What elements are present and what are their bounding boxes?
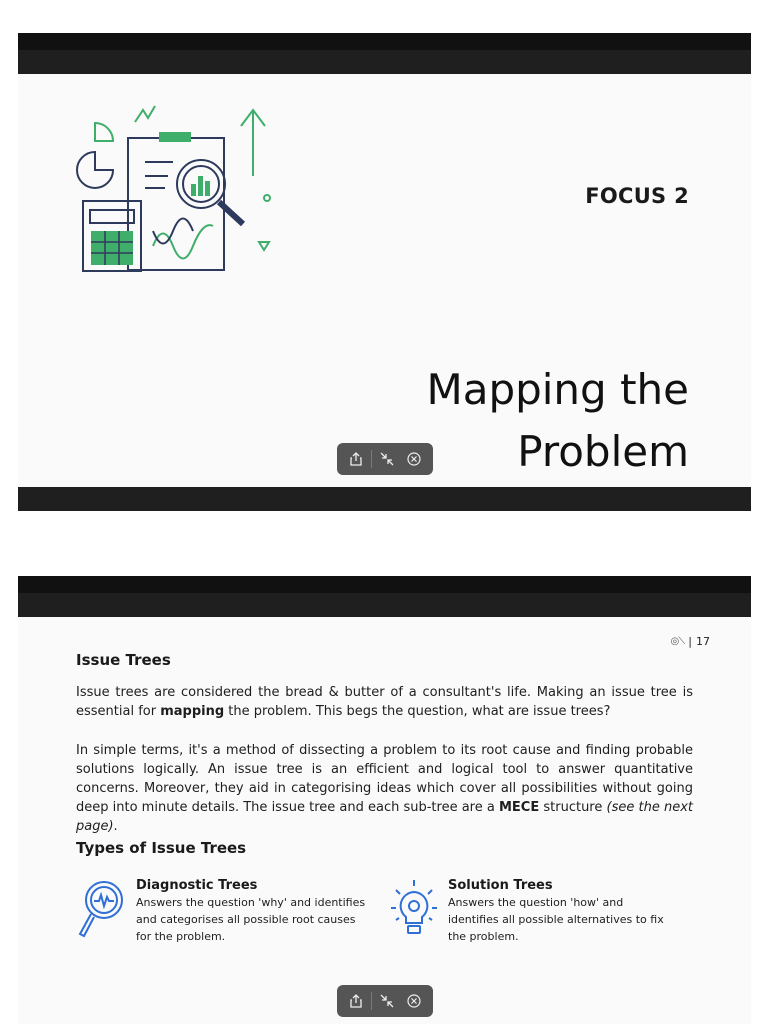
slide-title [426, 359, 689, 483]
close-icon[interactable] [402, 447, 426, 471]
collapse-icon[interactable] [375, 447, 399, 471]
share-icon[interactable] [344, 447, 368, 471]
top-frame-bar [18, 33, 751, 74]
viewer-toolbar-2 [337, 985, 433, 1017]
bottom-frame-bar [18, 487, 751, 511]
card-description: Answers the question 'how' and identifies all possible alternatives to fix the problem. [448, 896, 664, 943]
divider [371, 450, 372, 468]
close-icon[interactable] [402, 989, 426, 1013]
page-number [671, 635, 710, 648]
para1-text: Issue trees are considered the bread & butter of a consultant's life. Making an issue tree is essential for [76, 685, 693, 719]
card-title: Diagnostic Trees [136, 878, 258, 893]
cover-slide [18, 74, 751, 487]
diagnostic-tree-card [72, 878, 371, 945]
collapse-icon[interactable] [375, 989, 399, 1013]
para2-italic: (see the next page) [76, 800, 693, 834]
divider [371, 992, 372, 1010]
title-line-1: Mapping the [426, 365, 689, 414]
solution-tree-card [388, 878, 668, 945]
definition-paragraph [76, 741, 693, 836]
analytics-illustration [73, 96, 273, 296]
top-frame-bar-2 [18, 576, 751, 617]
para1-bold: mapping [160, 704, 225, 719]
types-heading: Types of Issue Trees [76, 839, 247, 857]
page-divider: | [688, 635, 692, 648]
para2-text: In simple terms, it's a method of dissecting a problem to its root cause and finding probable solutions logically. An issue tree is an efficient and logical tool to answer quantitative concerns. Moreover, they aid in categorising ideas which cover all possibilities without going deep into minute details. The issue tree and each sub-tree are a [76, 743, 693, 815]
para2-text-end: . [113, 819, 118, 834]
para2-bold: MECE [498, 800, 540, 815]
para1-text-end: the problem. This begs the question, what are issue trees? [224, 704, 611, 719]
card-description: Answers the question 'why' and identifies and categorises all possible root causes for the problem. [136, 896, 366, 943]
page-number-value: 17 [696, 635, 710, 648]
viewer-toolbar [337, 443, 433, 475]
card-title: Solution Trees [448, 878, 553, 893]
magnifier-pulse-icon [72, 878, 128, 942]
section-heading: Issue Trees [76, 651, 171, 669]
lightbulb-gear-icon [388, 878, 440, 942]
brand-logo-icon: ◎⟍ [670, 636, 685, 647]
share-icon[interactable] [344, 989, 368, 1013]
focus-label: FOCUS 2 [585, 184, 689, 208]
intro-paragraph [76, 683, 693, 721]
title-line-2: Problem [517, 427, 689, 476]
para2-text-mid: structure [539, 800, 607, 815]
